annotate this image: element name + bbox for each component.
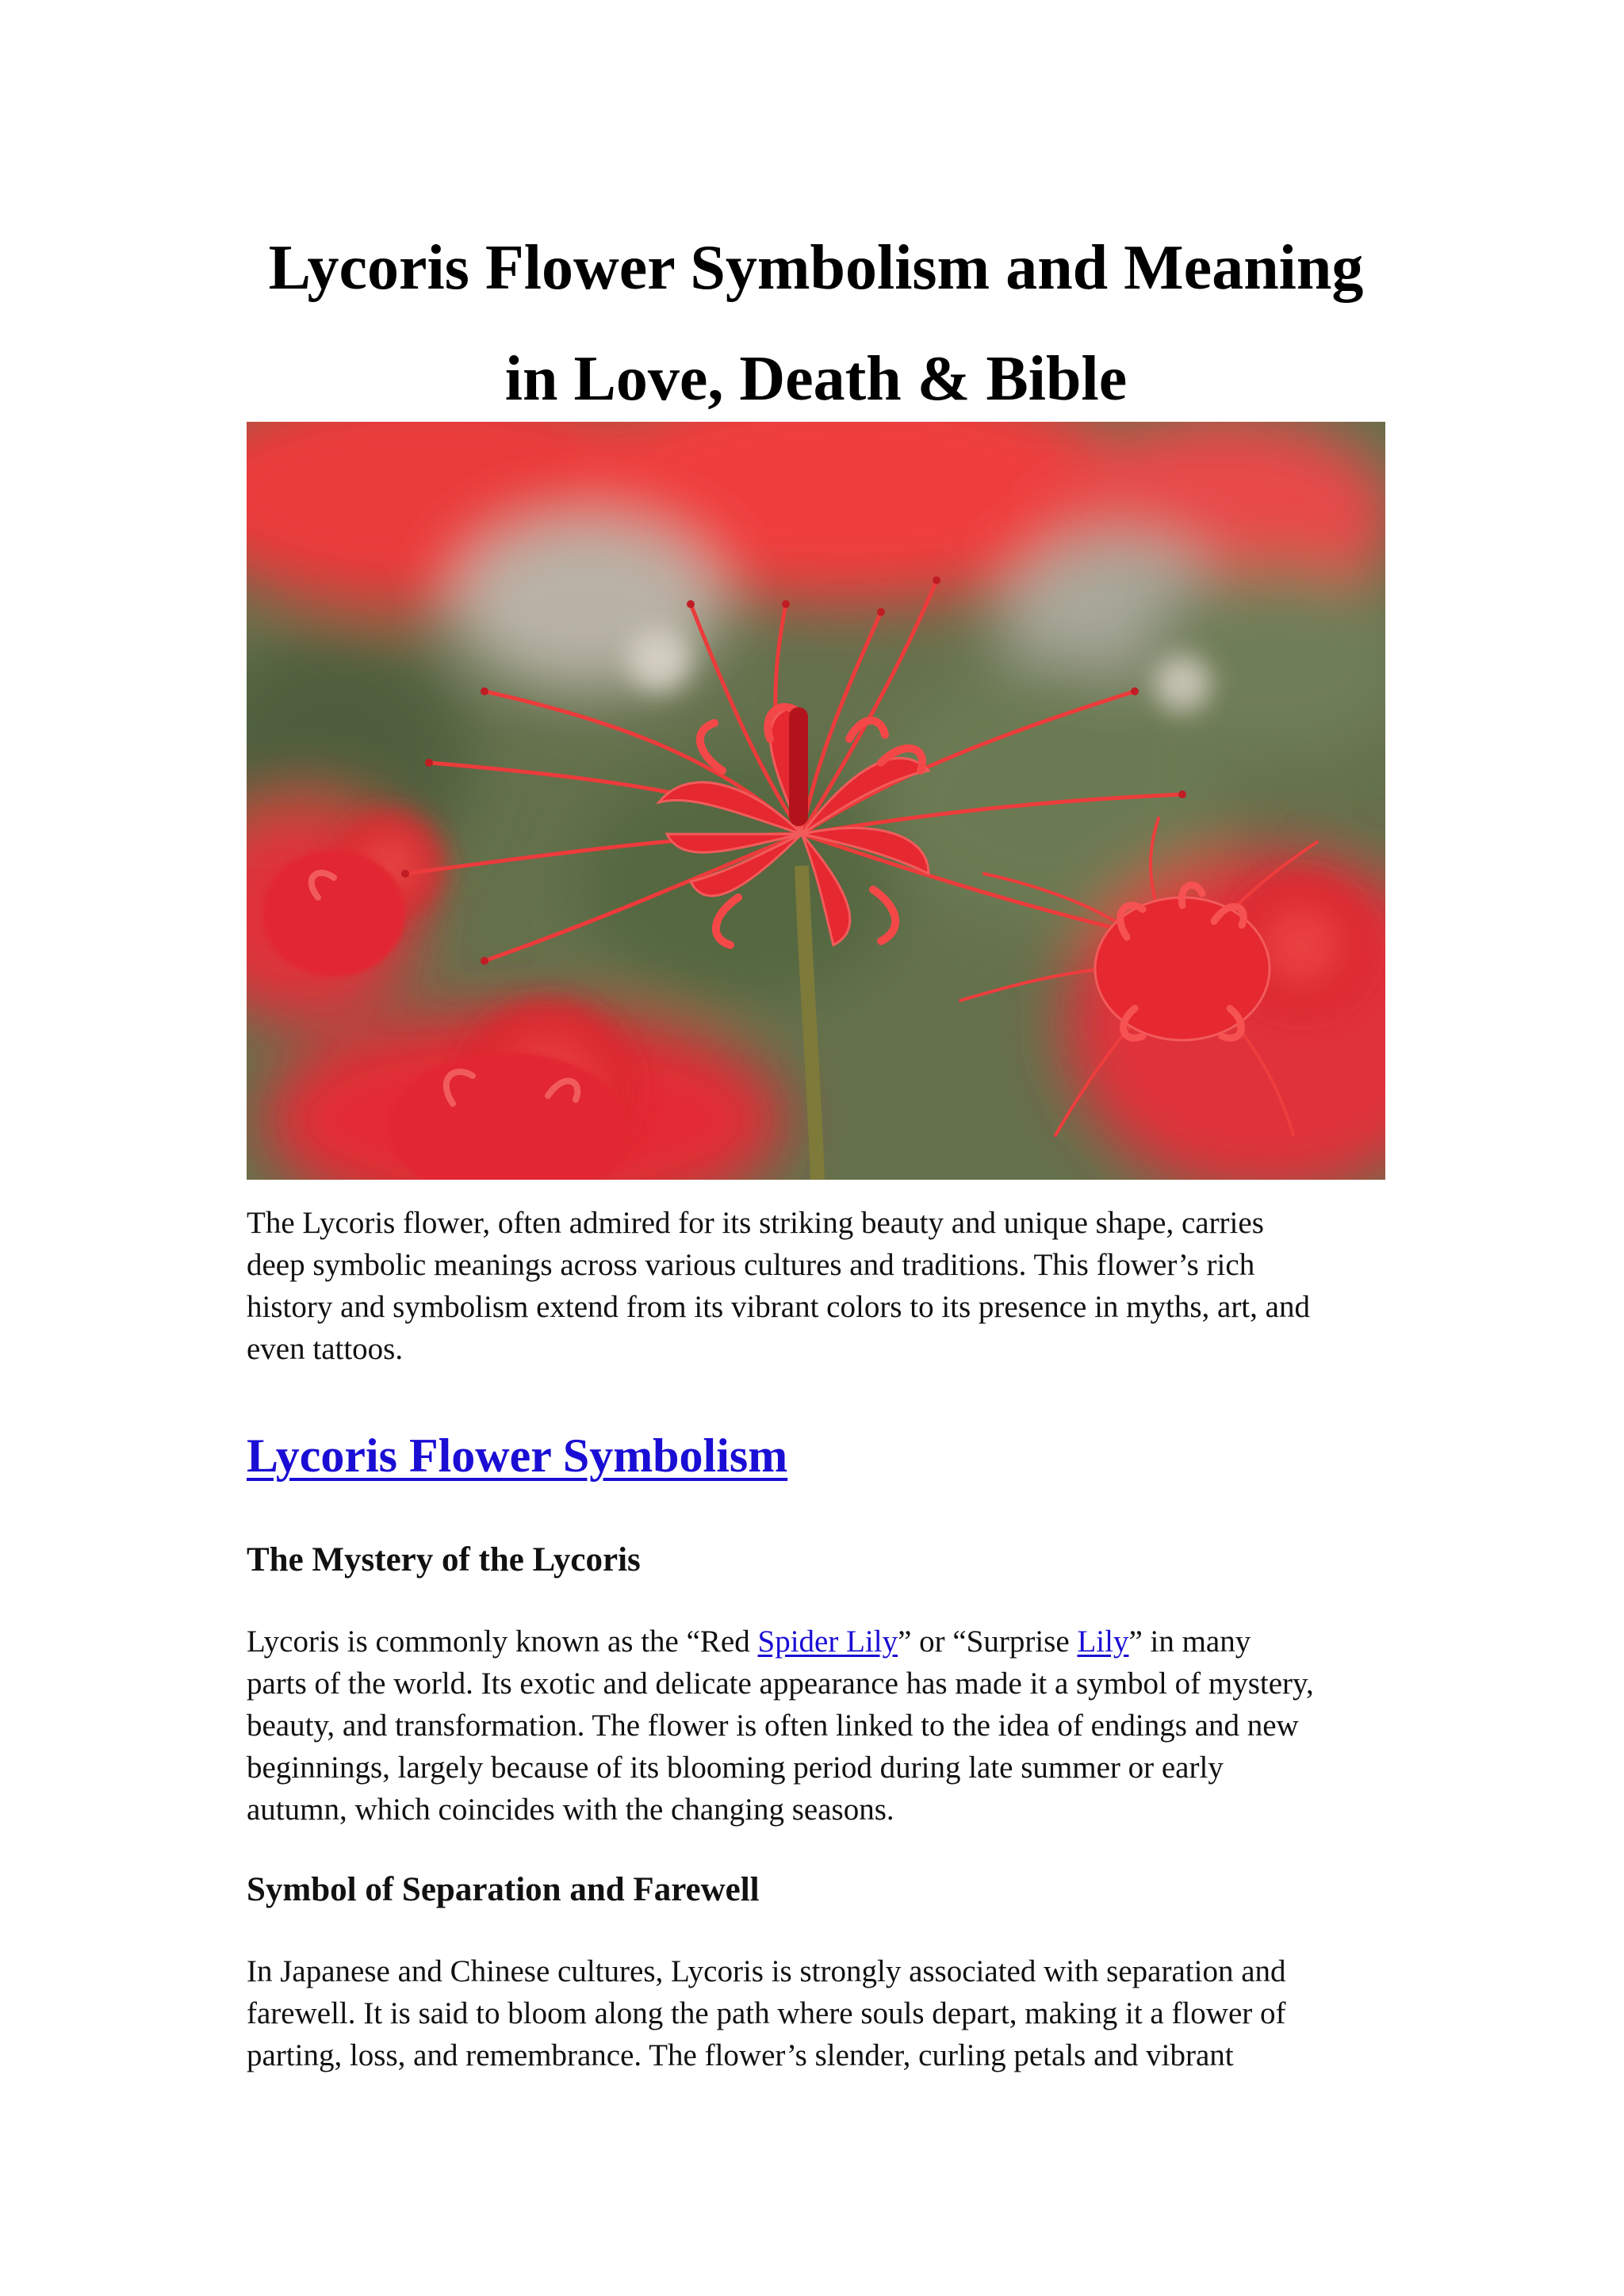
intro-line: history and symbolism extend from its vibrant colors to its presence in myths, art, and bbox=[247, 1290, 1310, 1324]
mystery-line: parts of the world. Its exotic and delicate appearance has made it a symbol of mystery, bbox=[247, 1667, 1314, 1701]
mystery-line: beginnings, largely because of its blooming period during late summer or early bbox=[247, 1751, 1224, 1785]
mystery-paragraph bbox=[247, 1621, 1385, 1831]
separation-heading: Symbol of Separation and Farewell bbox=[247, 1871, 760, 1908]
intro-line: The Lycoris flower, often admired for its striking beauty and unique shape, carries bbox=[247, 1206, 1264, 1240]
mystery-line: autumn, which coincides with the changing seasons. bbox=[247, 1793, 894, 1827]
mystery-text: ” in many bbox=[1128, 1624, 1251, 1659]
article-title bbox=[247, 212, 1385, 434]
article-title-line-2: in Love, Death & Bible bbox=[504, 344, 1128, 414]
separation-line: farewell. It is said to bloom along the path where souls depart, making it a flower of bbox=[247, 1996, 1286, 2030]
separation-line: parting, loss, and remembrance. The flower’s slender, curling petals and vibrant bbox=[247, 2038, 1234, 2072]
article-title-line-1: Lycoris Flower Symbolism and Meaning bbox=[268, 233, 1364, 303]
spider-lily-link[interactable]: Spider Lily bbox=[757, 1624, 898, 1659]
mystery-text: ” or “Surprise bbox=[898, 1624, 1078, 1659]
mystery-line: beauty, and transformation. The flower is often linked to the idea of endings and new bbox=[247, 1709, 1299, 1743]
section-heading-link[interactable]: Lycoris Flower Symbolism bbox=[247, 1429, 788, 1482]
separation-paragraph bbox=[247, 1950, 1385, 2076]
separation-line: In Japanese and Chinese cultures, Lycoris is strongly associated with separation and bbox=[247, 1954, 1286, 1988]
intro-paragraph bbox=[247, 1202, 1385, 1370]
mystery-line bbox=[247, 1621, 1385, 1663]
mystery-heading: The Mystery of the Lycoris bbox=[247, 1541, 641, 1578]
mystery-text: Lycoris is commonly known as the “Red bbox=[247, 1624, 758, 1659]
red-spider-lily-photo bbox=[247, 422, 1385, 1180]
intro-line: deep symbolic meanings across various cultures and traditions. This flower’s rich bbox=[247, 1248, 1255, 1282]
intro-line: even tattoos. bbox=[247, 1332, 404, 1366]
lily-link[interactable]: Lily bbox=[1077, 1624, 1129, 1659]
